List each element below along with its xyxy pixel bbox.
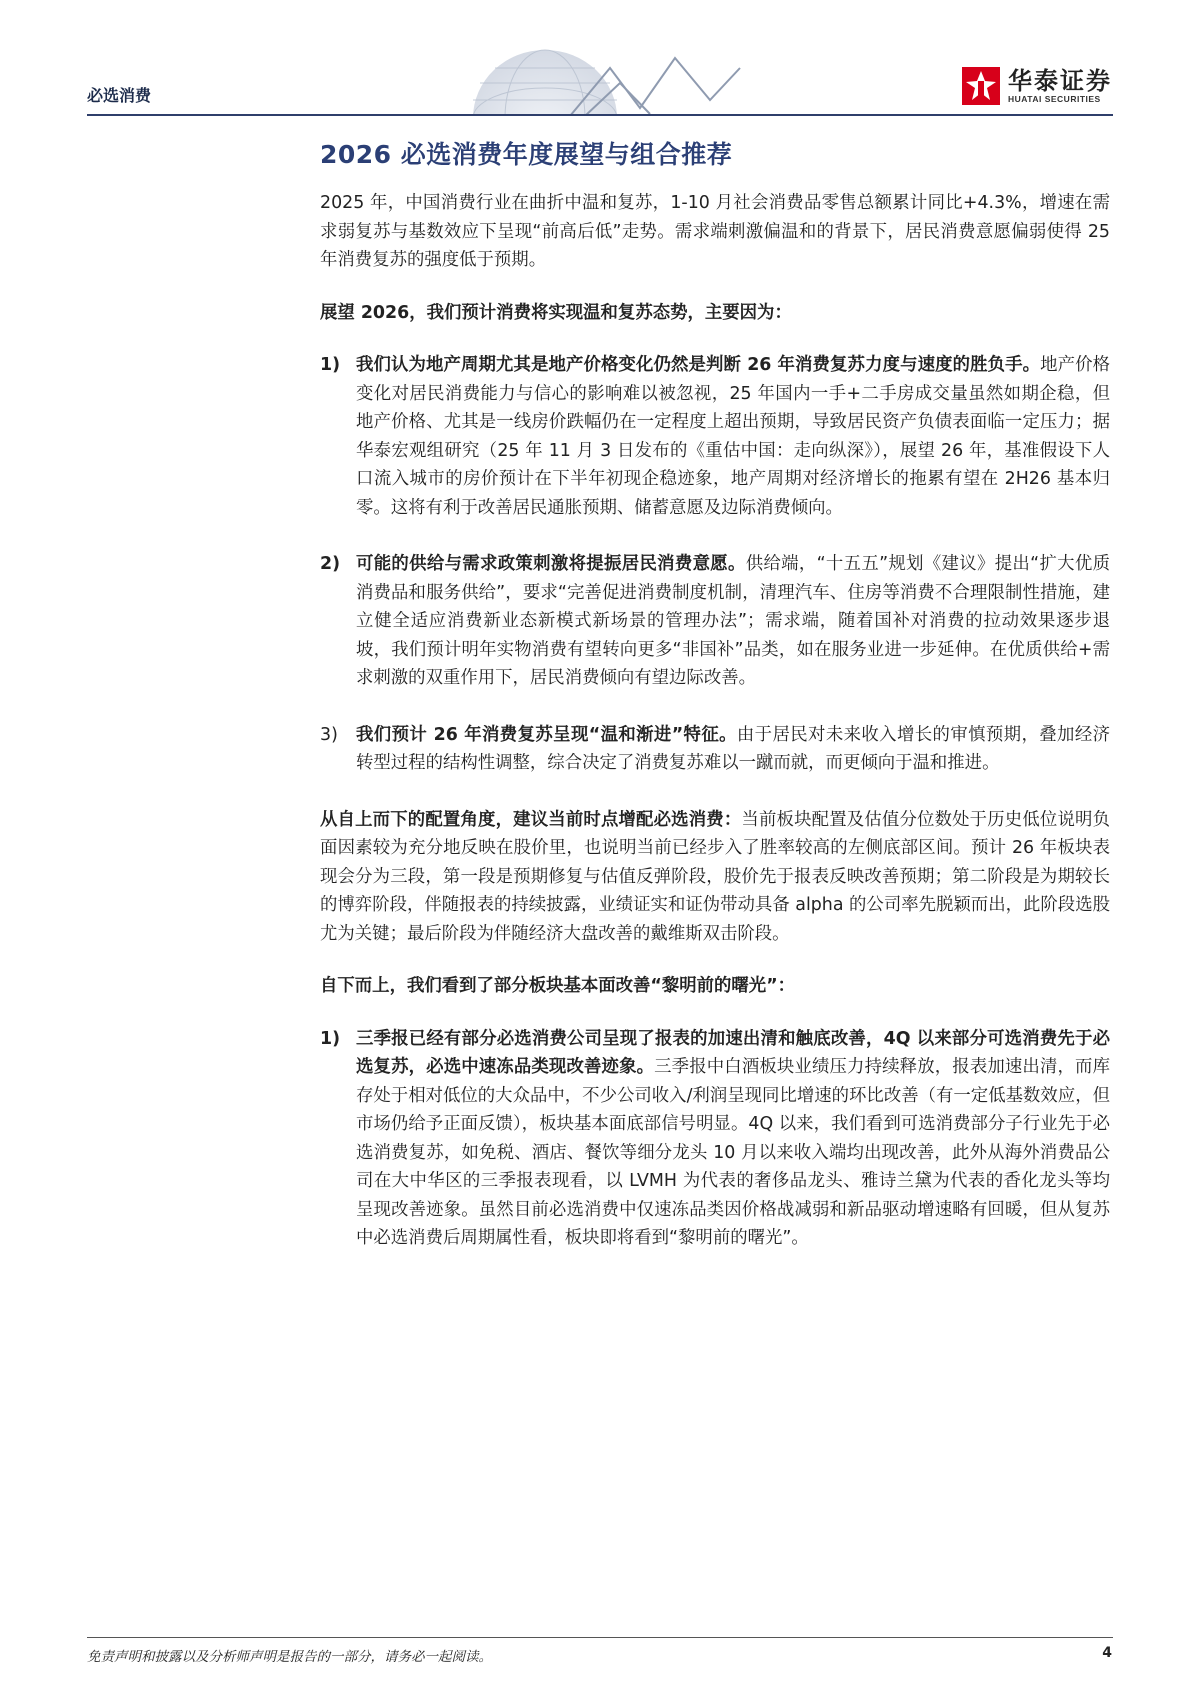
- reason-lead: 可能的供给与需求政策刺激将提振居民消费意愿。: [356, 554, 746, 574]
- topdown-body: 当前板块配置及估值分位数处于历史低位说明负面因素较为充分地反映在股价里，也说明当前已经步入了胜率较高的左侧底部区间。预计 26 年板块表现会分为三段，第一段是预期修复与估值反弹阶段，股价先于报表反映改善预期；第二阶段是为期较长的博弈阶段，伴随报表的持续披露，业绩证实和证伪带动具备 alpha 的公司率先脱颖而出，此阶段选股尤为关键；最后阶段为伴随经济大盘改善的戴维斯双击阶段。: [320, 809, 1110, 944]
- logo-cn-text: 华泰证券: [1008, 67, 1112, 95]
- footer-disclaimer: 免责声明和披露以及分析师声明是报告的一部分，请务必一起阅读。: [87, 1649, 492, 1665]
- page-number: 4: [1102, 1645, 1112, 1661]
- reason-lead: 我们认为地产周期尤其是地产价格变化仍然是判断 26 年消费复苏力度与速度的胜负手。: [356, 355, 1041, 375]
- reason-item: [320, 550, 1110, 693]
- header-section-label: 必选消费: [87, 86, 152, 105]
- topdown-paragraph: [320, 806, 1110, 949]
- logo-en-text: HUATAI SECURITIES: [1008, 94, 1101, 104]
- reason-item: [320, 351, 1110, 522]
- bottomup-number: 1): [320, 1028, 341, 1049]
- intro-paragraph: 2025 年，中国消费行业在曲折中温和复苏，1-10 月社会消费品零售总额累计同比+4.3%，增速在需求弱复苏与基数效应下呈现“前高后低”走势。需求端刺激偏温和的背景下，居民消费意愿偏弱使得 25 年消费复苏的强度低于预期。: [320, 193, 1110, 270]
- reason-item: [320, 721, 1110, 778]
- topdown-lead: 从自上而下的配置角度，建议当前时点增配必选消费：: [320, 809, 742, 830]
- huatai-logo-mark-icon: [962, 67, 1000, 105]
- bottomup-heading: 自下而上，我们看到了部分板块基本面改善“黎明前的曙光”：: [320, 976, 796, 996]
- bottomup-lead: 三季报已经有部分必选消费公司呈现了报表的加速出清和触底改善，4Q 以来部分可选消费先于必选复苏，必选中速冻品类现改善迹象。: [356, 1028, 1110, 1077]
- reason-body: 地产价格变化对居民消费能力与信心的影响难以被忽视，25 年国内一手+二手房成交量虽然如期企稳，但地产价格、尤其是一线房价跌幅仍在一定程度上超出预期，导致居民资产负债表面临一定压力；据华泰宏观组研究（25 年 11 月 3 日发布的《重估中国：走向纵深》），展望 26 年，基准假设下人口流入城市的房价预计在下半年初现企稳迹象，地产周期对经济增长的拖累有望在 2H26 基本归零。这将有利于改善居民通胀预期、储蓄意愿及边际消费倾向。: [356, 355, 1110, 518]
- header-divider: [87, 114, 1113, 116]
- huatai-logo: [962, 67, 1112, 105]
- globe-decoration-icon: [460, 38, 760, 116]
- reason-lead: 我们预计 26 年消费复苏呈现“温和渐进”特征。: [356, 724, 737, 745]
- reason-number: 3): [320, 724, 338, 745]
- bottomup-body: 三季报中白酒板块业绩压力持续释放，报表加速出清，而库存处于相对低位的大众品中，不少公司收入/利润呈现同比增速的环比改善（有一定低基数效应，但市场仍给予正面反馈），板块基本面底部信号明显。4Q 以来，我们看到可选消费部分子行业先于必选消费复苏，如免税、酒店、餐饮等细分龙头 10 月以来收入端均出现改善，此外从海外消费品公司在大中华区的三季报表现看，以 LVMH 为代表的奢侈品龙头、雅诗兰黛为代表的香化龙头等均呈现改善迹象。虽然目前必选消费中仅速冻品类因价格战减弱和新品驱动增速略有回暖，但从复苏中必选消费后周期属性看，板块即将看到“黎明前的曙光”。: [356, 1057, 1110, 1248]
- reason-body: 由于居民对未来收入增长的审慎预期，叠加经济转型过程的结构性调整，综合决定了消费复苏难以一蹴而就，而更倾向于温和推进。: [356, 724, 1110, 773]
- bottomup-item: [320, 1025, 1110, 1253]
- footer-divider: [87, 1637, 1113, 1638]
- outlook-heading: 展望 2026，我们预计消费将实现温和复苏态势，主要因为：: [320, 302, 792, 323]
- reason-number: 2): [320, 554, 341, 574]
- reason-number: 1): [320, 355, 341, 375]
- main-content: [320, 135, 1110, 1253]
- page-title: 2026 必选消费年度展望与组合推荐: [320, 140, 733, 169]
- reason-body: 供给端，“十五五”规划《建议》提出“扩大优质消费品和服务供给”，要求“完善促进消费制度机制，清理汽车、住房等消费不合理限制性措施，建立健全适应消费新业态新模式新场景的管理办法”；需求端，随着国补对消费的拉动效果逐步退坡，我们预计明年实物消费有望转向更多“非国补”品类，如在服务业进一步延伸。在优质供给+需求刺激的双重作用下，居民消费倾向有望边际改善。: [356, 554, 1110, 688]
